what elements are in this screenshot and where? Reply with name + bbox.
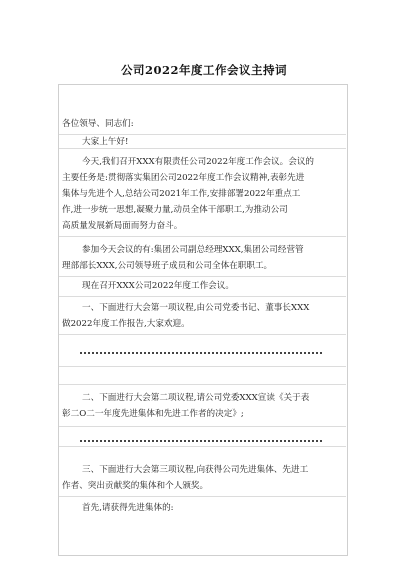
dotted-line xyxy=(80,352,322,354)
document-title: 公司2022年度工作会议主持词 xyxy=(120,63,287,77)
row-separator xyxy=(59,384,346,385)
row-separator xyxy=(59,366,346,367)
paragraph-line: 一、下面进行大会第一项议程,由公司党委书记、董事长XXX xyxy=(82,303,310,313)
paragraph-line: 二、下面进行大会第二项议程,请公司党委XXX宣读《关于表 xyxy=(82,393,310,403)
row-separator xyxy=(59,446,346,447)
row-separator xyxy=(59,426,346,427)
row-separator xyxy=(59,236,346,237)
paragraph-line: 作,进一步统一思想,凝聚力量,动员全体干部职工,为推动公司 xyxy=(62,205,288,215)
row-separator xyxy=(59,276,346,277)
paragraph-line: 首先,请获得先进集体的: xyxy=(82,503,174,513)
row-separator xyxy=(59,134,346,135)
paragraph-line: 大家上午好! xyxy=(82,137,129,147)
dotted-line xyxy=(80,440,322,442)
row-separator xyxy=(59,296,346,297)
greeting-line: 各位领导、同志们: xyxy=(62,119,134,129)
paragraph-line: 三、下面进行大会第三项议程,向获得公司先进集体、先进工 xyxy=(82,465,309,475)
paragraph-line: 作者、突出贡献奖的集体和个人颁奖。 xyxy=(62,481,209,491)
paragraph-line: 高质量发展新局面而努力奋斗。 xyxy=(62,221,183,231)
paragraph-line: 做2022年度工作报告,大家欢迎。 xyxy=(62,319,190,329)
paragraph-line: 集体与先进个人,总结公司2021年工作,安排部署2022年重点工 xyxy=(62,189,301,199)
paragraph-line: 现在召开XXX公司2022年度工作会议。 xyxy=(82,281,234,291)
paragraph-line: 参加今天会议的有:集团公司副总经理XXX,集团公司经营管 xyxy=(82,245,304,255)
row-separator xyxy=(59,496,346,497)
paragraph-line: 今天,我们召开XXX有限责任公司2022年度工作会议。会议的 xyxy=(82,157,315,167)
row-separator xyxy=(59,334,346,335)
paragraph-line: 主要任务是:贯彻落实集团公司2022年度工作会议精神,表彰先进 xyxy=(62,173,305,183)
row-separator xyxy=(59,148,346,149)
paragraph-line: 彰二O二一年度先进集体和先进工作者的决定》; xyxy=(62,409,244,419)
paragraph-line: 理部部长XXX,公司领导班子成员和公司全体在职职工。 xyxy=(62,261,273,271)
